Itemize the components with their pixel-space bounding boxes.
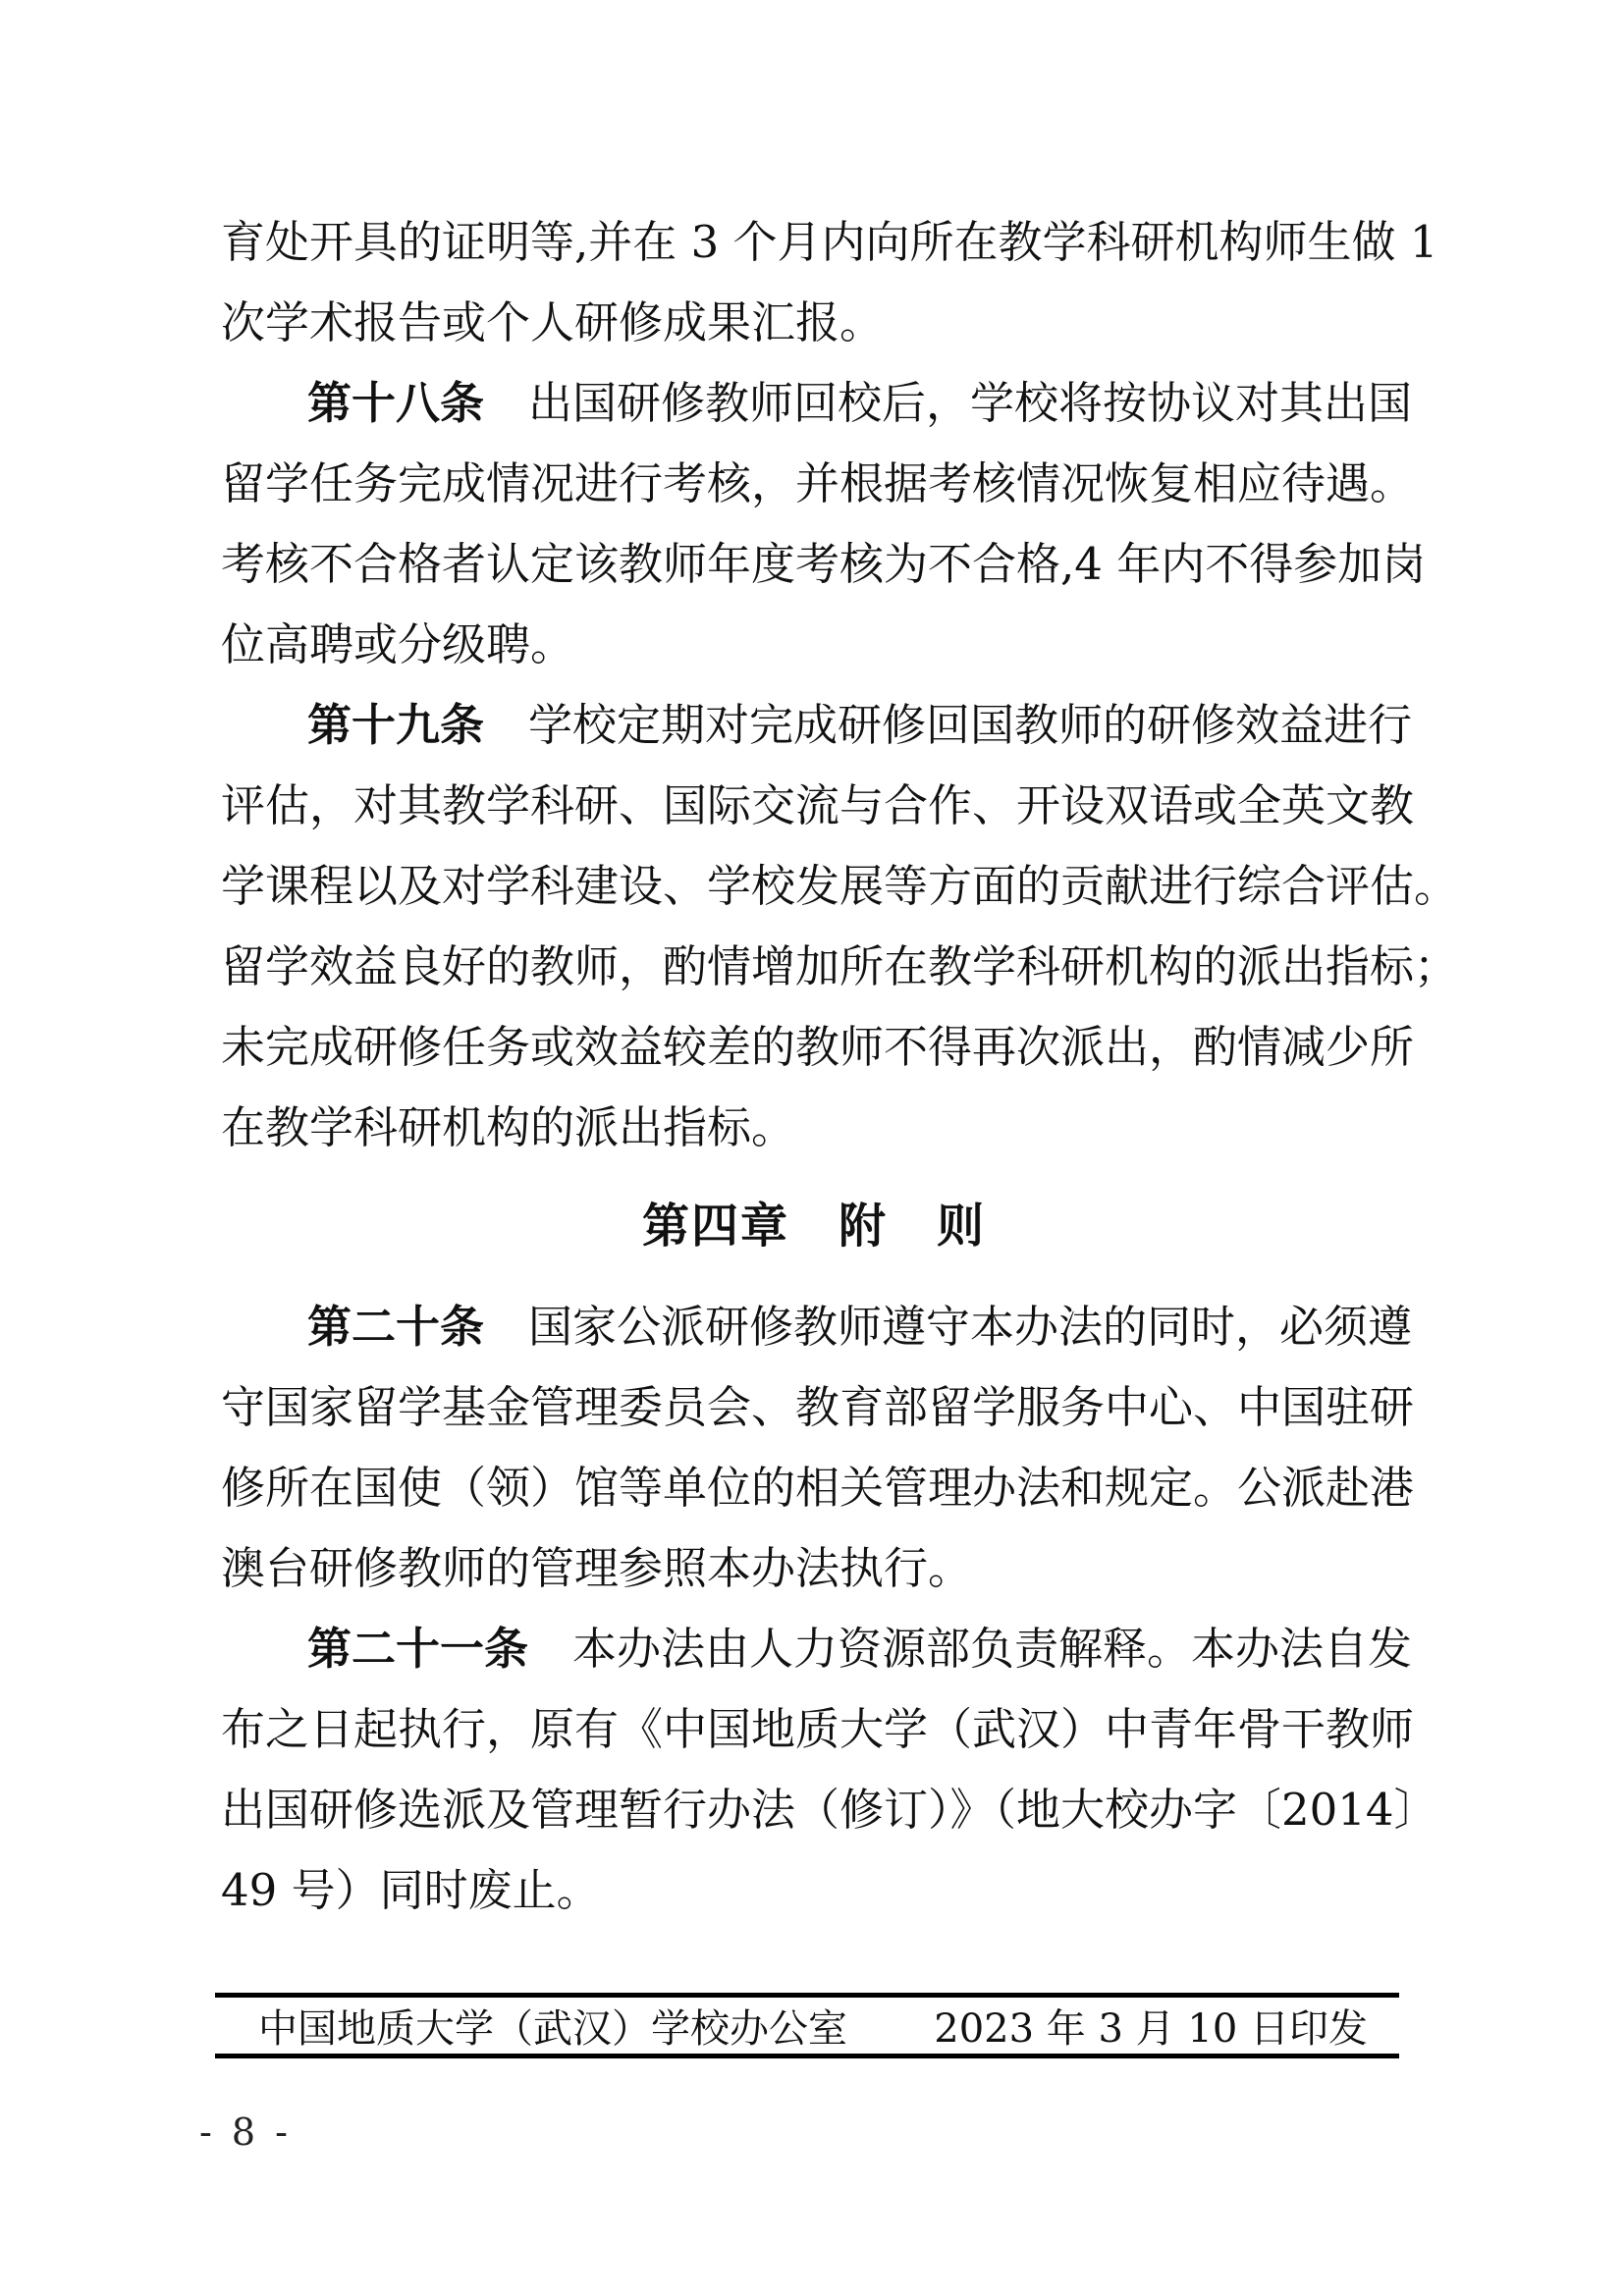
- line-text: 本办法由人力资源部负责解释。本办法自发: [528, 1623, 1413, 1675]
- line-text: 在教学科研机构的派出指标。: [221, 1101, 796, 1153]
- line-text: 次学术报告或个人研修成果汇报。: [221, 296, 885, 348]
- document-line: [221, 363, 1413, 444]
- line-text: 修所在国使（领）馆等单位的相关管理办法和规定。公派赴港: [221, 1462, 1415, 1514]
- document-line: [221, 524, 1427, 605]
- line-text: 澳台研修教师的管理参照本办法执行。: [221, 1542, 973, 1594]
- document-line: [221, 846, 1459, 927]
- line-text: 49 号）同时废止。: [221, 1864, 601, 1916]
- line-text: 学校定期对完成研修回国教师的研修效益进行: [484, 699, 1413, 751]
- document-line: [221, 1007, 1415, 1088]
- line-text: 学课程以及对学科建设、学校发展等方面的贡献进行综合评估。: [221, 860, 1459, 912]
- document-line: [221, 766, 1415, 846]
- print-date: 2023 年 3 月 10 日印发: [934, 2006, 1368, 2052]
- document-line: [221, 1088, 1407, 1168]
- document-line: [221, 1448, 1415, 1528]
- document-line: [221, 202, 1438, 283]
- line-text: 留学任务完成情况进行考核，并根据考核情况恢复相应待遇。: [221, 457, 1415, 509]
- line-text: 未完成研修任务或效益较差的教师不得再次派出，酌情减少所: [221, 1021, 1415, 1073]
- issuing-office: 中国地质大学（武汉）学校办公室: [258, 2006, 847, 2052]
- line-text: 考核不合格者认定该教师年度考核为不合格,4 年内不得参加岗: [221, 538, 1427, 590]
- chapter-heading: 第四章 附 则: [641, 1199, 986, 1254]
- document-line: [221, 1367, 1415, 1448]
- article-number: 第十八条: [307, 377, 485, 429]
- document-line: [221, 1689, 1415, 1770]
- article-number: 第二十条: [307, 1301, 485, 1353]
- document-body: [221, 202, 1459, 1931]
- line-text: 留学效益良好的教师，酌情增加所在教学科研机构的派出指标；: [221, 940, 1459, 992]
- article-number: 第十九条: [307, 699, 485, 751]
- line-text: 国家公派研修教师遵守本办法的同时，必须遵: [484, 1301, 1413, 1353]
- article-number: 第二十一条: [307, 1623, 529, 1675]
- document-line: [221, 283, 1407, 363]
- page-number: - 8 -: [199, 2110, 293, 2154]
- line-text: 出国研修教师回校后，学校将按协议对其出国: [484, 377, 1413, 429]
- document-line: [221, 605, 1407, 685]
- document-line: [221, 1609, 1413, 1689]
- document-line: [221, 685, 1413, 766]
- document-line: [221, 927, 1459, 1007]
- line-text: 守国家留学基金管理委员会、教育部留学服务中心、中国驻研: [221, 1381, 1415, 1433]
- line-text: 评估，对其教学科研、国际交流与合作、开设双语或全英文教: [221, 779, 1415, 831]
- document-line: [221, 1287, 1413, 1367]
- line-text: 位高聘或分级聘。: [221, 618, 575, 670]
- line-text: 布之日起执行，原有《中国地质大学（武汉）中青年骨干教师: [221, 1703, 1415, 1755]
- document-line: [221, 1528, 1407, 1609]
- colophon-bar: [215, 1993, 1399, 2058]
- line-text: 育处开具的证明等,并在 3 个月内向所在教学科研机构师生做 1: [221, 216, 1438, 268]
- document-line: [221, 1850, 1407, 1931]
- line-text: 出国研修选派及管理暂行办法（修订）》（地大校办字〔2014〕: [221, 1784, 1438, 1836]
- document-line: [221, 444, 1415, 524]
- document-line: [221, 1770, 1438, 1850]
